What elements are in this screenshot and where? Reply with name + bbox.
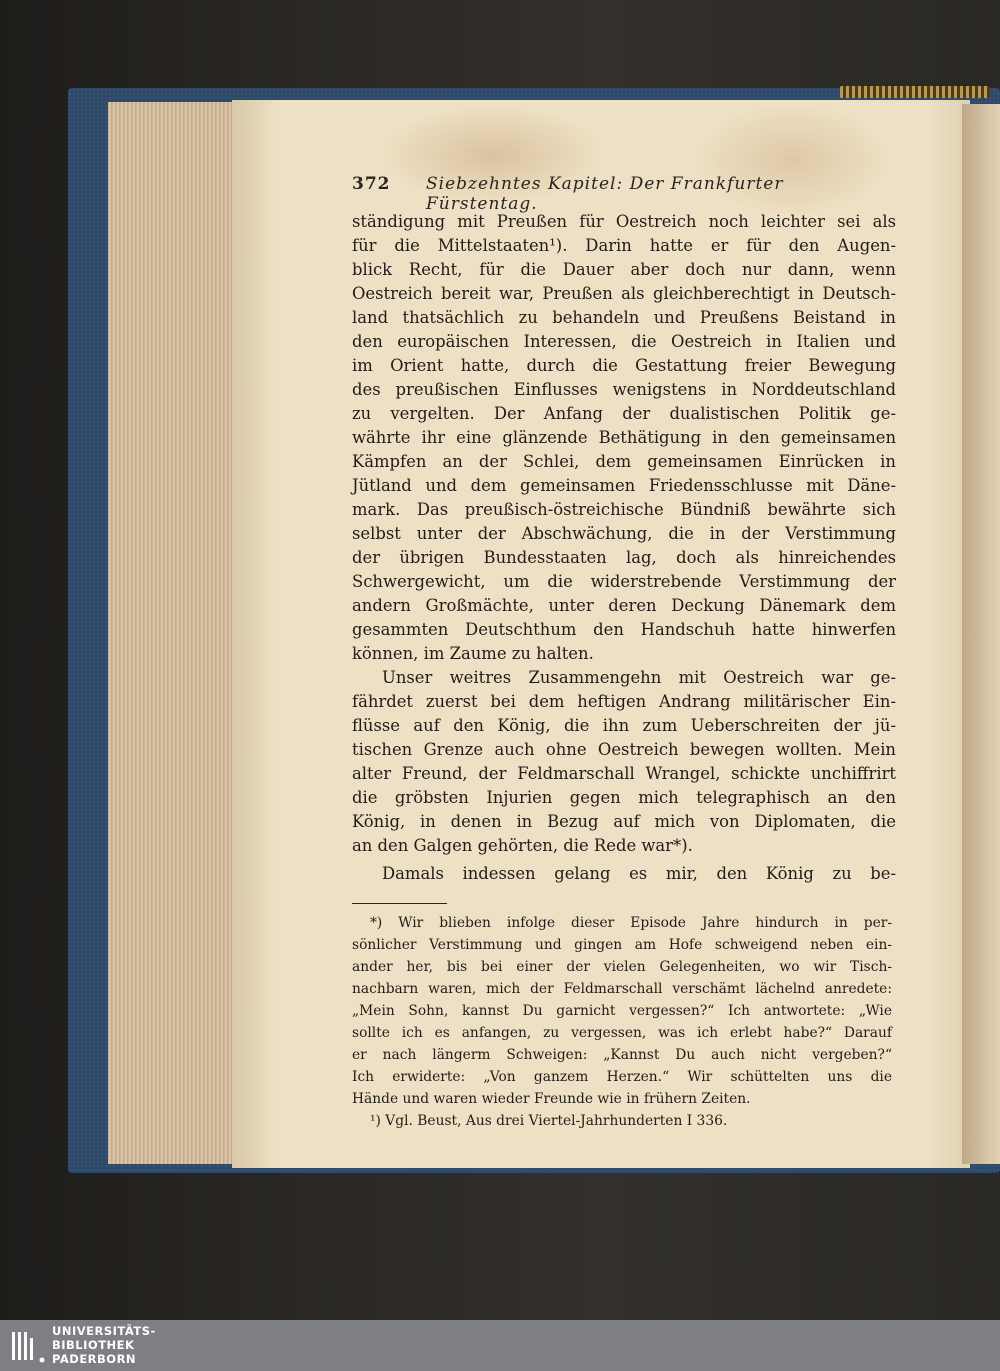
footnote-line: Ich erwiderte: „Von ganzem Herzen.“ Wir schüttelten uns die (352, 1069, 892, 1085)
next-page-edge (962, 104, 1000, 1164)
text-line: zu vergelten. Der Anfang der dualistischen Politik ge- (352, 404, 896, 423)
footer-bar (0, 1320, 1000, 1371)
text-line: für die Mittelstaaten¹). Darin hatte er für den Augen- (352, 236, 896, 255)
library-name-line: UNIVERSITÄTS- (52, 1324, 156, 1338)
text-line: Damals indessen gelang es mir, den König zu be- (382, 864, 896, 883)
library-name (52, 1324, 156, 1366)
text-line: fährdet zuerst bei dem heftigen Andrang militärischer Ein- (352, 692, 896, 711)
page-edges (108, 102, 236, 1164)
text-line: König, in denen in Bezug auf mich von Diplomaten, die (352, 812, 896, 831)
text-line: Schwergewicht, um die widerstrebende Verstimmung der (352, 572, 896, 591)
book-headband (840, 86, 990, 98)
footnote-line: Hände und waren wieder Freunde wie in frühern Zeiten. (352, 1091, 751, 1107)
text-line: mark. Das preußisch-östreichische Bündniß bewährte sich (352, 500, 896, 519)
text-line: tischen Grenze auch ohne Oestreich bewegen wollten. Mein (352, 740, 896, 759)
library-name-line: BIBLIOTHEK (52, 1338, 135, 1352)
text-line: die gröbsten Injurien gegen mich telegraphisch an den (352, 788, 896, 807)
page-number: 372 (352, 174, 391, 194)
text-line: land thatsächlich zu behandeln und Preußens Beistand in (352, 308, 896, 327)
text-line: gesammten Deutschthum den Handschuh hatte hinwerfen (352, 620, 896, 639)
text-line: währte ihr eine glänzende Bethätigung in den gemeinsamen (352, 428, 896, 447)
text-line: des preußischen Einflusses wenigstens in Norddeutschland (352, 380, 896, 399)
text-line: ständigung mit Preußen für Oestreich noch leichter sei als (352, 212, 896, 231)
running-head: Siebzehntes Kapitel: Der Frankfurter Fürstentag. (426, 174, 784, 214)
text-line: Jütland und dem gemeinsamen Friedensschlusse mit Däne- (352, 476, 896, 495)
text-line: Unser weitres Zusammengehn mit Oestreich war ge- (382, 668, 896, 687)
library-name-line: PADERBORN (52, 1352, 137, 1366)
text-line: alter Freund, der Feldmarschall Wrangel, schickte unchiffrirt (352, 764, 896, 783)
text-line: Oestreich bereit war, Preußen als gleichberechtigt in Deutsch- (352, 284, 896, 303)
footnote-rule (352, 903, 447, 904)
library-logo-icon (10, 1328, 46, 1364)
footnote-line: sönlicher Verstimmung und gingen am Hofe schweigend neben ein- (352, 937, 892, 953)
footnote-line: *) Wir blieben infolge dieser Episode Jahre hindurch in per- (370, 915, 892, 931)
footnote-line: er nach längerm Schweigen: „Kannst Du auch nicht vergeben?“ (352, 1047, 892, 1063)
text-line: an den Galgen gehörten, die Rede war*). (352, 836, 693, 855)
text-line: flüsse auf den König, die ihn zum Ueberschreiten der jü- (352, 716, 896, 735)
text-line: im Orient hatte, durch die Gestattung freier Bewegung (352, 356, 896, 375)
text-line: selbst unter der Abschwächung, die in der Verstimmung (352, 524, 896, 543)
text-line: blick Recht, für die Dauer aber doch nur dann, wenn (352, 260, 896, 279)
footnote-line: sollte ich es anfangen, zu vergessen, was ich erlebt habe?“ Darauf (352, 1025, 892, 1041)
text-line: den europäischen Interessen, die Oestreich in Italien und (352, 332, 896, 351)
footnote-line: „Mein Sohn, kannst Du garnicht vergessen?“ Ich antwortete: „Wie (352, 1003, 892, 1019)
text-line: andern Großmächte, unter deren Deckung Dänemark dem (352, 596, 896, 615)
text-line: Kämpfen an der Schlei, dem gemeinsamen Einrücken in (352, 452, 896, 471)
footnote-line: nachbarn waren, mich der Feldmarschall verschämt lächelnd anredete: (352, 981, 892, 997)
footnote-line: ¹) Vgl. Beust, Aus drei Viertel-Jahrhunderten I 336. (370, 1113, 728, 1129)
text-line: können, im Zaume zu halten. (352, 644, 594, 663)
page-header (352, 174, 900, 214)
text-line: der übrigen Bundesstaaten lag, doch als hinreichendes (352, 548, 896, 567)
footnote-line: ander her, bis bei einer der vielen Gelegenheiten, wo wir Tisch- (352, 959, 892, 975)
